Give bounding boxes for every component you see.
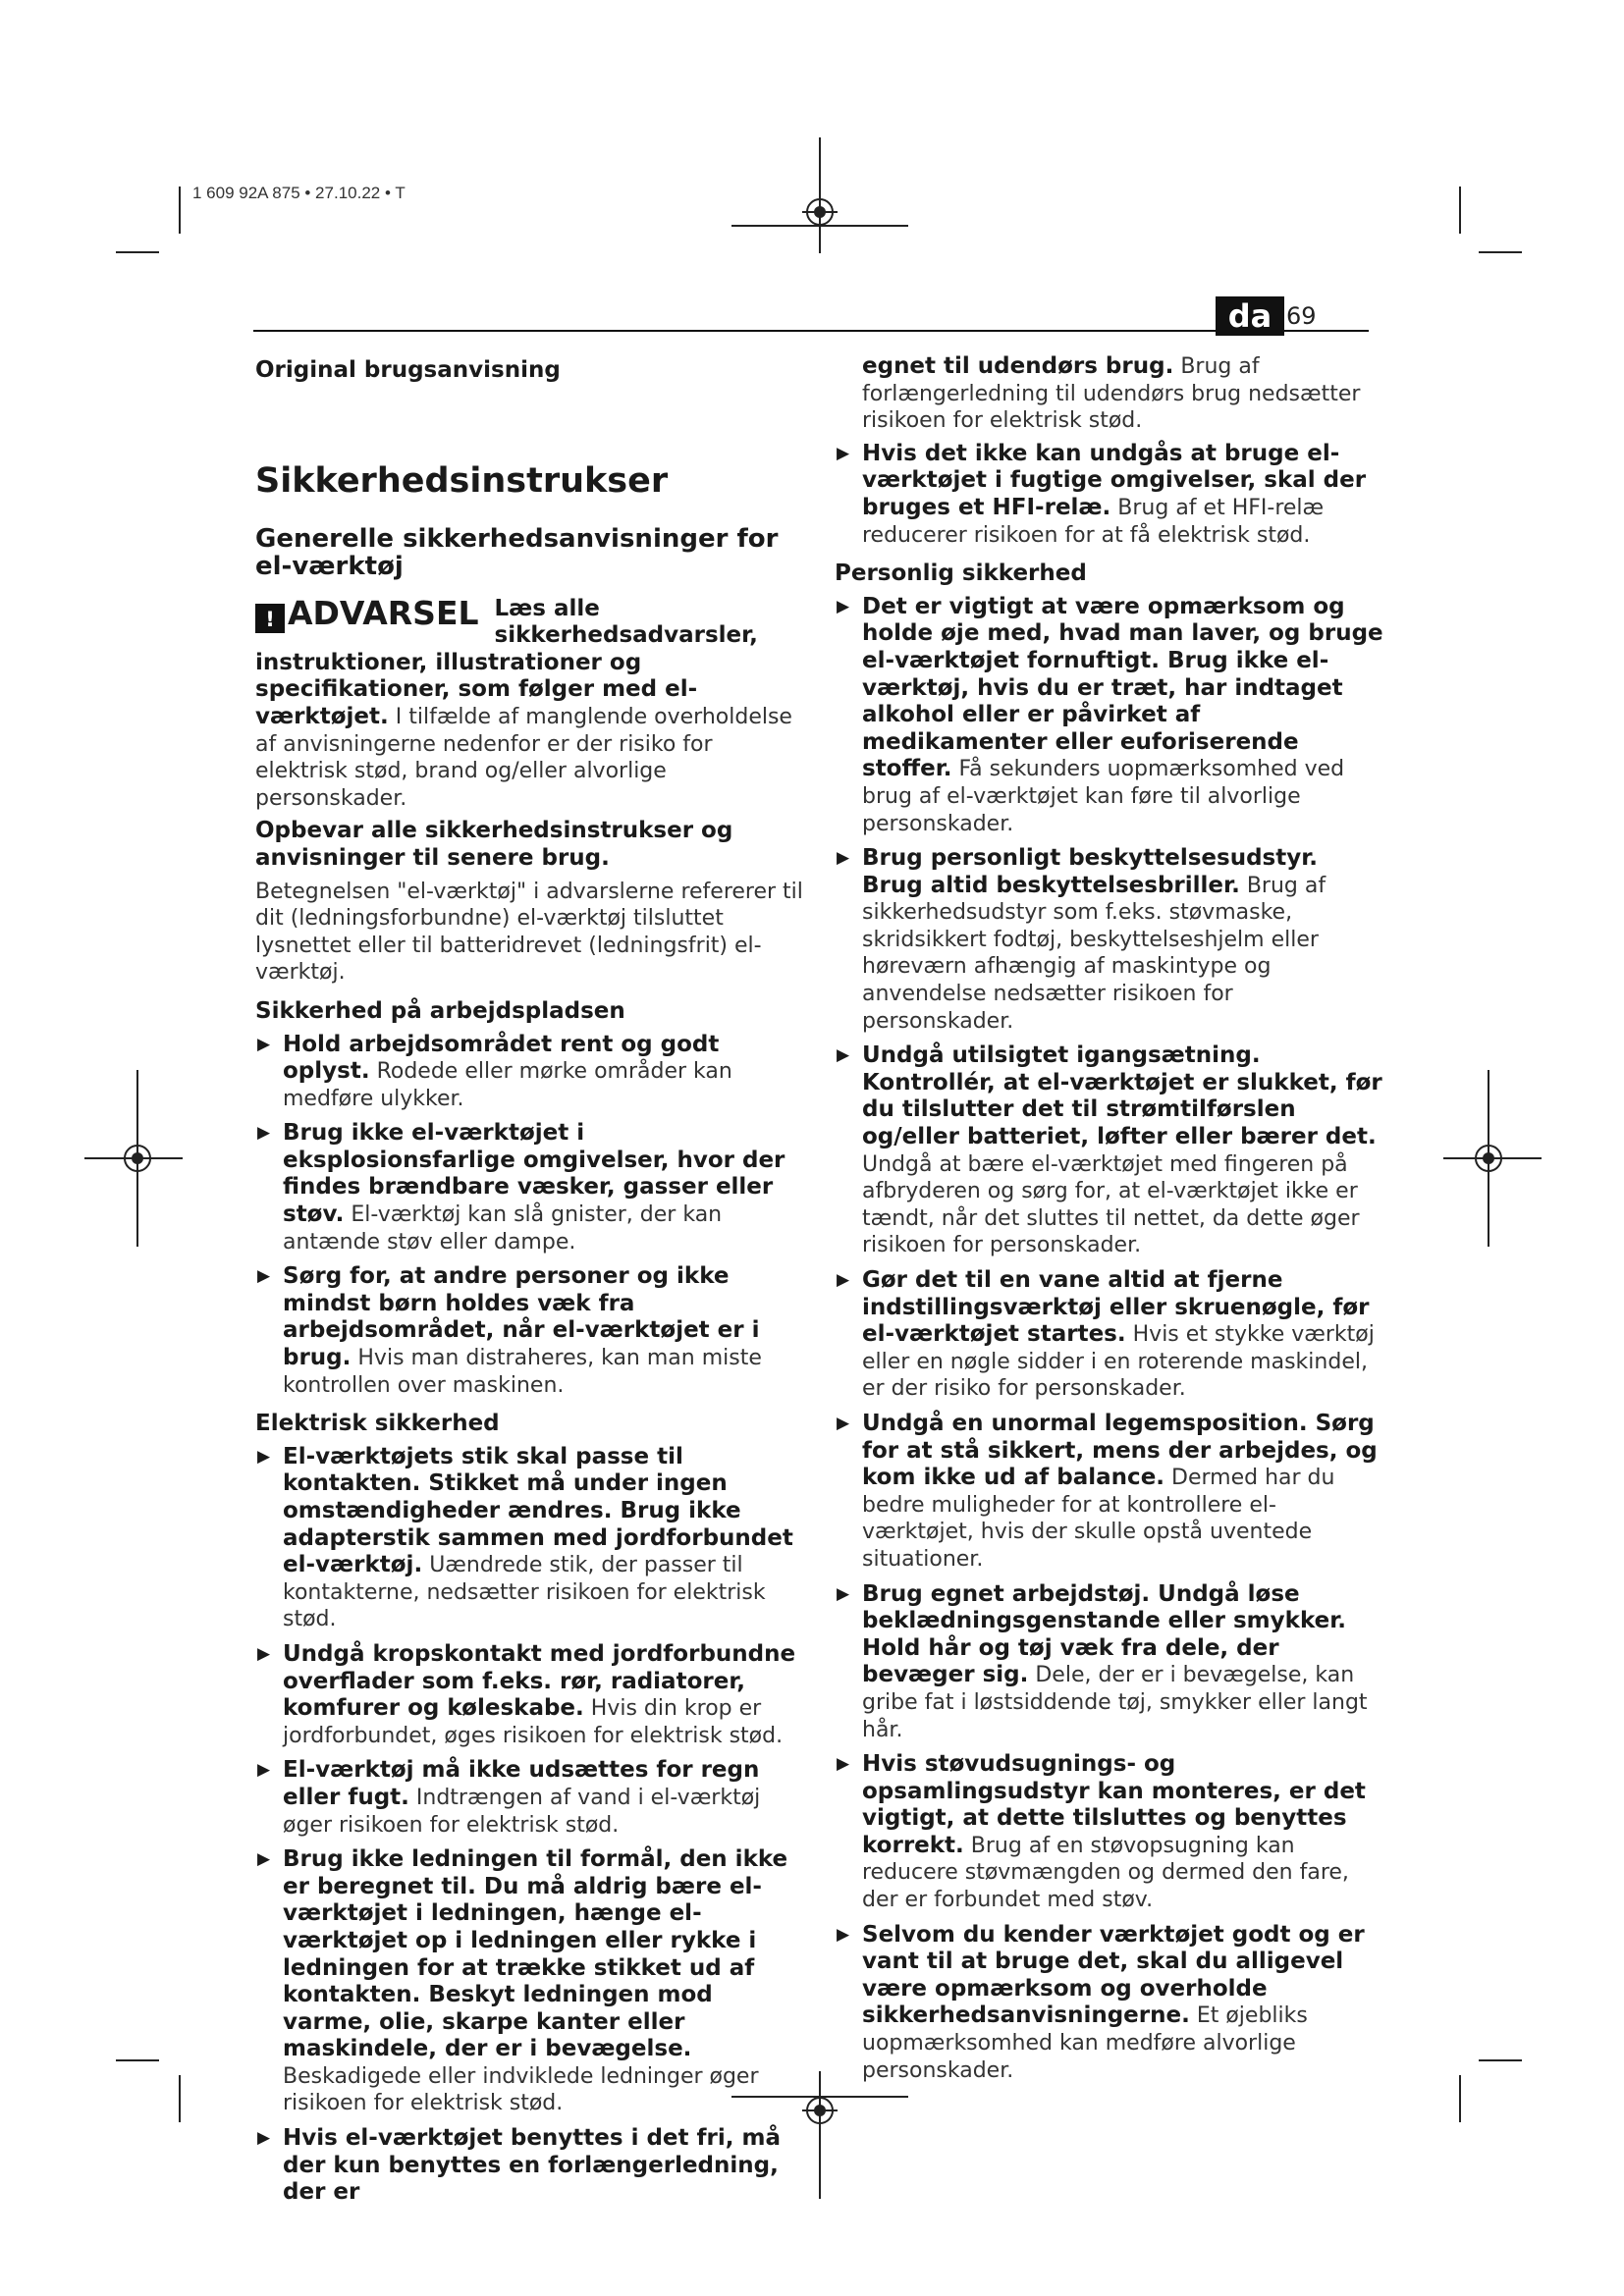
keep-instructions: Opbevar alle sikkerhedsinstrukser og anvisninger til senere brug.	[255, 818, 733, 871]
crop-mark	[116, 2059, 159, 2061]
definition-text: Betegnelsen "el-værktøj" i advarslerne refererer til dit (ledningsforbundne) el-værktøj tilsluttet lysnettet eller til batteridrevet (ledningsfrit) el-værktøj.	[255, 879, 803, 986]
bullet-arrow-icon: ▶	[837, 1583, 850, 1604]
warning-block	[255, 593, 805, 813]
bullet-arrow-icon: ▶	[837, 848, 850, 869]
bullet-arrow-icon: ▶	[837, 1754, 850, 1775]
continued-item: egnet til udendørs brug. Brug af forlængerledning til udendørs brug nedsætter risikoen for elektrisk stød.	[862, 353, 1361, 434]
page-title: Sikkerhedsinstrukser	[255, 460, 669, 501]
bullet-arrow-icon: ▶	[257, 1760, 271, 1781]
list-item: ▶ Hvis det ikke kan undgås at bruge el-værktøjet i fugtige omgivelser, skal der bruges et HFI-relæ. Brug af et HFI-relæ reducerer risikoen for at få elektrisk stød.	[837, 440, 1367, 548]
bullet-arrow-icon: ▶	[257, 1266, 271, 1287]
crop-mark	[1479, 251, 1522, 253]
list-item: ▶ Undgå en unormal legemsposition. Sørg for at stå sikkert, mens der arbejdes, og kom ikke ud af balance. Dermed har du bedre muligheder for at kontrollere el-værktøjet, hvis der skulle opstå uventede situationer.	[837, 1410, 1378, 1572]
original-label: Original brugsanvisning	[255, 357, 561, 383]
crop-mark	[1479, 2059, 1522, 2061]
bullet-arrow-icon: ▶	[257, 1643, 271, 1664]
list-item: ▶ El-værktøjets stik skal passe til kontakten. Stikket må under ingen omstændigheder ændres. Brug ikke adapterstik sammen med jordforbundet el-værktøj. Uændrede stik, der passer til kontakterne, nedsætter risikoen for elektrisk stød.	[257, 1443, 793, 1632]
bullet-arrow-icon: ▶	[837, 1270, 850, 1290]
crop-mark	[179, 2075, 181, 2122]
list-item: ▶ Hvis støvudsugnings- og opsamlingsudstyr kan monteres, er det vigtigt, at dette tilsluttes og benyttes korrekt. Brug af en støvopsugning kan reducere støvmængden og dermed den fare, der er forbundet med støv.	[837, 1751, 1366, 1913]
bullet-arrow-icon: ▶	[257, 1123, 271, 1144]
bullet-arrow-icon: ▶	[837, 1045, 850, 1066]
registration-mark-icon	[84, 1070, 183, 1247]
warning-label: ADVARSEL	[288, 593, 479, 632]
language-tab: da	[1216, 296, 1284, 336]
warning-text: I tilfælde af manglende overholdelse af anvisningerne nedenfor er der risiko for elektrisk stød, brand og/eller alvorlige personskader.	[255, 704, 792, 811]
bullet-arrow-icon: ▶	[837, 596, 850, 616]
bullet-arrow-icon: ▶	[837, 443, 850, 463]
crop-mark	[1459, 187, 1461, 234]
list-item: ▶ Hvis el-værktøjet benyttes i det fri, må der kun benyttes en forlængerledning, der er	[257, 2125, 781, 2206]
bullet-arrow-icon: ▶	[257, 1034, 271, 1054]
warning-bold: Læs alle sikkerhedsadvarsler, instruktioner, illustrationer og specifikationer, som følger med el-værktøjet.	[255, 595, 758, 729]
list-item: ▶ Brug egnet arbejdstøj. Undgå løse beklædningsgenstande eller smykker. Hold hår og tøj væk fra dele, der bevæger sig. Dele, der er i bevægelse, kan gribe fat i løstsiddende tøj, smykker eller langt hår.	[837, 1580, 1368, 1742]
bullet-arrow-icon: ▶	[837, 1413, 850, 1433]
list-item: ▶ Det er vigtigt at være opmærksom og holde øje med, hvad man laver, og bruge el-værktøjet fornuftigt. Brug ikke el-værktøj, hvis du er træt, har indtaget alkohol eller er påvirket af medikamenter eller euforiserende stoffer. Få sekunders uopmærksomhed ved brug af el-værktøjet kan føre til alvorlige personskader.	[837, 593, 1383, 836]
registration-mark-icon	[731, 137, 908, 253]
section-heading: Sikkerhed på arbejdspladsen	[255, 997, 625, 1024]
right-column	[835, 353, 1384, 2092]
list-item: ▶ Undgå kropskontakt med jordforbundne overflader som f.eks. rør, radiatorer, komfurer og køleskabe. Hvis din krop er jordforbundet, øges risikoen for elektrisk stød.	[257, 1640, 796, 1748]
list-item: ▶ El-værktøj må ikke udsættes for regn eller fugt. Indtrængen af vand i el-værktøj øger risikoen for elektrisk stød.	[257, 1757, 761, 1838]
list-item: ▶ Sørg for, at andre personer og ikke mindst børn holdes væk fra arbejdsområdet, når el-værktøjet er i brug. Hvis man distraheres, kan man miste kontrollen over maskinen.	[257, 1263, 762, 1398]
list-item: ▶ Brug personligt beskyttelsesudstyr. Brug altid beskyttelsesbriller. Brug af sikkerhedsudstyr som f.eks. støvmaske, skridsikkert fodtøj, beskyttelseshjelm eller høreværn afhængig af maskintype og anvendelse nedsætter risikoen for personskader.	[837, 845, 1326, 1034]
list-item: ▶ Brug ikke el-værktøjet i eksplosionsfarlige omgivelser, hvor der findes brændbare væsker, gasser eller støv. El-værktøj kan slå gnister, der kan antænde støv eller dampe.	[257, 1120, 785, 1255]
warning-badge	[255, 593, 479, 633]
bullet-arrow-icon: ▶	[257, 1446, 271, 1467]
bullet-arrow-icon: ▶	[257, 2128, 271, 2149]
warning-triangle-icon: !	[255, 604, 285, 633]
list-item: ▶ Selvom du kender værktøjet godt og er vant til at bruge det, skal du alligevel være opmærksom og overholde sikkerhedsanvisningerne. Et øjebliks uopmærksomhed kan medføre alvorlige personskader.	[837, 1921, 1365, 2083]
list-item: ▶ Brug ikke ledningen til formål, den ikke er beregnet til. Du må aldrig bære el-værktøjet i ledningen, hænge el-værktøjet op i ledningen eller rykke i ledningen for at trække stikket ud af kontakten. Beskyt ledningen mod varme, olie, skarpe kanter eller maskindele, der er i bevægelse. Beskadigede eller indviklede ledninger øger risikoen for elektrisk stød.	[257, 1846, 788, 2116]
page-number: 69	[1286, 302, 1317, 330]
list-item: ▶ Hold arbejdsområdet rent og godt oplyst. Rodede eller mørke områder kan medføre ulykker.	[257, 1031, 732, 1111]
crop-mark	[179, 187, 181, 234]
list-item: ▶ Gør det til en vane altid at fjerne indstillingsværktøj eller skruenøgle, før el-værktøjet startes. Hvis et stykke værktøj eller en nøgle sidder i en roterende maskindel, er der risiko for personskader.	[837, 1267, 1375, 1402]
section-heading: Personlig sikkerhed	[835, 561, 1087, 587]
section-heading: Elektrisk sikkerhed	[255, 1411, 500, 1437]
crop-mark	[116, 251, 159, 253]
section-subtitle: Generelle sikkerhedsanvisninger for el-værktøj	[255, 523, 779, 581]
bullet-arrow-icon: ▶	[257, 1849, 271, 1870]
header-rule	[253, 330, 1369, 332]
list-item: ▶ Undgå utilsigtet igangsætning. Kontrollér, at el-værktøjet er slukket, før du tilslutter det til strømtilførslen og/eller batteriet, løfter eller bærer det. Undgå at bære el-værktøjet med fingeren på afbryderen og sørg for, at el-værktøjet ikke er tændt, når det sluttes til nettet, da dette øger risikoen for personskader.	[837, 1042, 1382, 1258]
crop-mark	[1459, 2075, 1461, 2122]
print-info: 1 609 92A 875 • 27.10.22 • T	[192, 184, 406, 202]
bullet-arrow-icon: ▶	[837, 1924, 850, 1945]
left-column	[255, 353, 805, 2215]
registration-mark-icon	[1443, 1070, 1542, 1247]
